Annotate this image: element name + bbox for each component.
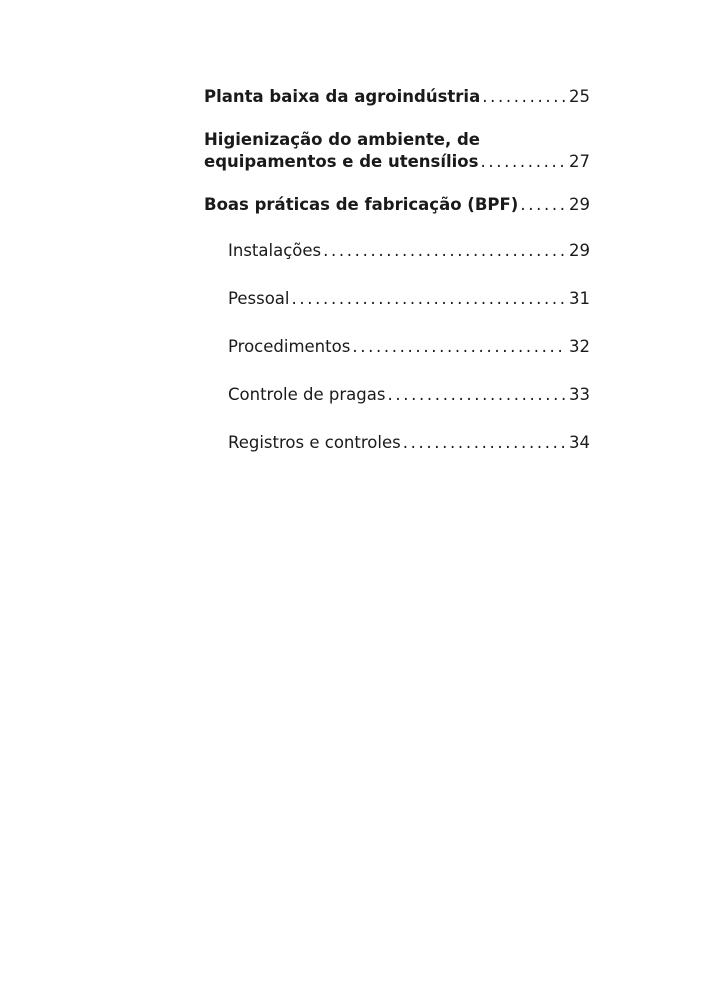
dot-leader [482, 86, 566, 108]
toc-subentry-title: Registros e controles [228, 433, 401, 452]
toc-subentry-title: Procedimentos [228, 337, 351, 356]
toc-entry-title: Planta baixa da agroindústria [204, 87, 481, 106]
toc-subentry [204, 240, 590, 262]
toc-entry-page: 29 [569, 195, 590, 214]
toc-subentry-page: 31 [569, 289, 590, 308]
toc-entry-page: 27 [569, 152, 590, 171]
toc-subentry [204, 432, 590, 454]
toc-entry [204, 194, 590, 216]
dot-leader [387, 384, 566, 406]
toc-entry [204, 129, 590, 173]
toc-entry-title: Higienização do ambiente, de [204, 130, 480, 149]
toc-subentry-page: 33 [569, 385, 590, 404]
dot-leader [403, 432, 566, 454]
toc-entry-title-continued: equipamentos e de utensílios [204, 152, 479, 171]
toc-entry [204, 86, 590, 108]
table-of-contents [204, 86, 590, 480]
toc-subentry-page: 34 [569, 433, 590, 452]
dot-leader [323, 240, 566, 262]
toc-subentry-page: 29 [569, 241, 590, 260]
dot-leader [480, 151, 566, 173]
toc-entry-title: Boas práticas de fabricação (BPF) [204, 195, 519, 214]
toc-subentry [204, 384, 590, 406]
toc-subentry-title: Instalações [228, 241, 322, 260]
dot-leader [292, 288, 567, 310]
toc-subentry [204, 288, 590, 310]
toc-subentry [204, 336, 590, 358]
toc-subentry-title: Pessoal [228, 289, 290, 308]
toc-subentry-page: 32 [569, 337, 590, 356]
dot-leader [352, 336, 566, 358]
dot-leader [520, 194, 566, 216]
toc-entry-page: 25 [569, 87, 590, 106]
toc-subentry-title: Controle de pragas [228, 385, 386, 404]
